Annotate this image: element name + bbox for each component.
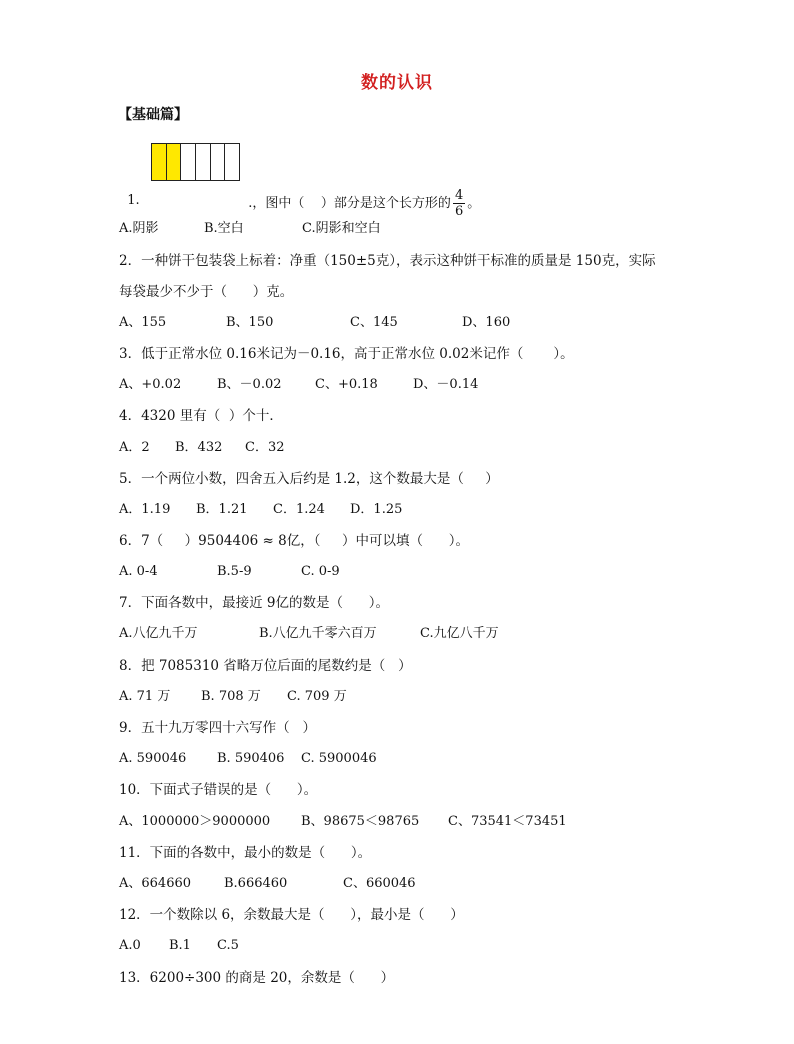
question-11: 11．下面的各数中，最小的数是（ ）。 bbox=[119, 845, 372, 861]
shaded-cell bbox=[152, 144, 167, 180]
question-1-number: 1. bbox=[127, 193, 140, 208]
option-b: B、－0.02 bbox=[217, 377, 282, 392]
question-13: 13．6200÷300 的商是 20，余数是（ ） bbox=[119, 970, 395, 986]
question-1-text bbox=[240, 170, 480, 219]
option-c: C.九亿八千万 bbox=[420, 626, 499, 641]
option-b: B.5-9 bbox=[217, 564, 252, 579]
option-b: B．432 bbox=[175, 440, 223, 455]
option-c: C.5 bbox=[217, 938, 239, 953]
option-a: A.阴影 bbox=[119, 221, 159, 236]
blank-cell bbox=[181, 144, 196, 180]
option-b: B. 590406 bbox=[217, 751, 285, 766]
option-d: D．1.25 bbox=[350, 502, 403, 517]
question-7: 7．下面各数中，最接近 9亿的数是（ ）。 bbox=[119, 595, 389, 611]
question-8: 8．把 7085310 省略万位后面的尾数约是（ ） bbox=[119, 658, 412, 674]
option-b: B.空白 bbox=[204, 221, 244, 236]
question-9: 9．五十九万零四十六写作（ ） bbox=[119, 720, 316, 736]
section-heading: 【基础篇】 bbox=[118, 107, 188, 123]
fraction bbox=[453, 188, 465, 219]
question-2-line-1: 2．一种饼干包装袋上标着：净重（150±5克），表示这种饼干标准的质量是 150克，实际 bbox=[119, 253, 656, 269]
option-b: B、150 bbox=[226, 315, 274, 330]
fraction-numerator: 4 bbox=[454, 188, 464, 203]
question-1-stem: ，图中（ ）部分是这个长方形的 bbox=[252, 196, 451, 211]
option-c: C. 5900046 bbox=[301, 751, 377, 766]
option-a: A.0 bbox=[119, 938, 141, 953]
option-d: D、－0.14 bbox=[413, 377, 479, 392]
option-c: C、+0.18 bbox=[315, 377, 378, 392]
question-12: 12．一个数除以 6，余数最大是（ ），最小是（ ） bbox=[119, 907, 464, 923]
option-d: D、160 bbox=[462, 315, 511, 330]
option-b: B. 708 万 bbox=[201, 689, 261, 704]
question-3: 3．低于正常水位 0.16米记为－0.16，高于正常水位 0.02米记作（ ）。 bbox=[119, 346, 574, 362]
option-c: C、145 bbox=[350, 315, 398, 330]
question-2-line-2: 每袋最少不少于（ ）克。 bbox=[119, 284, 294, 300]
question-1 bbox=[119, 174, 140, 210]
fraction-denominator: 6 bbox=[454, 204, 464, 219]
blank-cell bbox=[196, 144, 211, 180]
blank-cell bbox=[225, 144, 240, 180]
option-b: B．1.21 bbox=[196, 502, 248, 517]
figure-end-dot: . bbox=[248, 196, 253, 211]
option-a: A、+0.02 bbox=[119, 377, 182, 392]
option-c: C．1.24 bbox=[273, 502, 325, 517]
option-a: A、664660 bbox=[119, 876, 192, 891]
option-a: A.八亿九千万 bbox=[119, 626, 198, 641]
option-c: C．32 bbox=[245, 440, 285, 455]
option-a: A. 0-4 bbox=[119, 564, 158, 579]
option-c: C、660046 bbox=[343, 876, 416, 891]
option-b: B、98675＜98765 bbox=[301, 814, 420, 829]
question-6: 6．7（ ）9504406 ≈ 8亿，（ ）中可以填（ ）。 bbox=[119, 533, 469, 549]
option-a: A、1000000＞9000000 bbox=[119, 814, 271, 829]
shaded-cell bbox=[167, 144, 182, 180]
option-b: B.1 bbox=[169, 938, 191, 953]
question-4: 4．4320 里有（ ）个十． bbox=[119, 408, 283, 424]
option-c: C、73541＜73451 bbox=[448, 814, 567, 829]
question-5: 5．一个两位小数，四舍五入后约是 1.2，这个数最大是（ ） bbox=[119, 471, 499, 487]
option-a: A. 71 万 bbox=[119, 689, 171, 704]
option-c: C. 709 万 bbox=[287, 689, 347, 704]
option-b: B.666460 bbox=[224, 876, 288, 891]
question-1-end: 。 bbox=[467, 196, 481, 211]
option-a: A．1.19 bbox=[119, 502, 171, 517]
option-a: A．2 bbox=[119, 440, 150, 455]
question-10: 10．下面式子错误的是（ ）。 bbox=[119, 782, 318, 798]
option-c: C.阴影和空白 bbox=[302, 221, 381, 236]
option-b: B.八亿九千零六百万 bbox=[259, 626, 377, 641]
option-a: A、155 bbox=[119, 315, 167, 330]
option-c: C. 0-9 bbox=[301, 564, 340, 579]
rectangle-figure bbox=[151, 143, 240, 181]
option-a: A. 590046 bbox=[119, 751, 187, 766]
page-title: 数的认识 bbox=[361, 73, 433, 93]
blank-cell bbox=[211, 144, 226, 180]
